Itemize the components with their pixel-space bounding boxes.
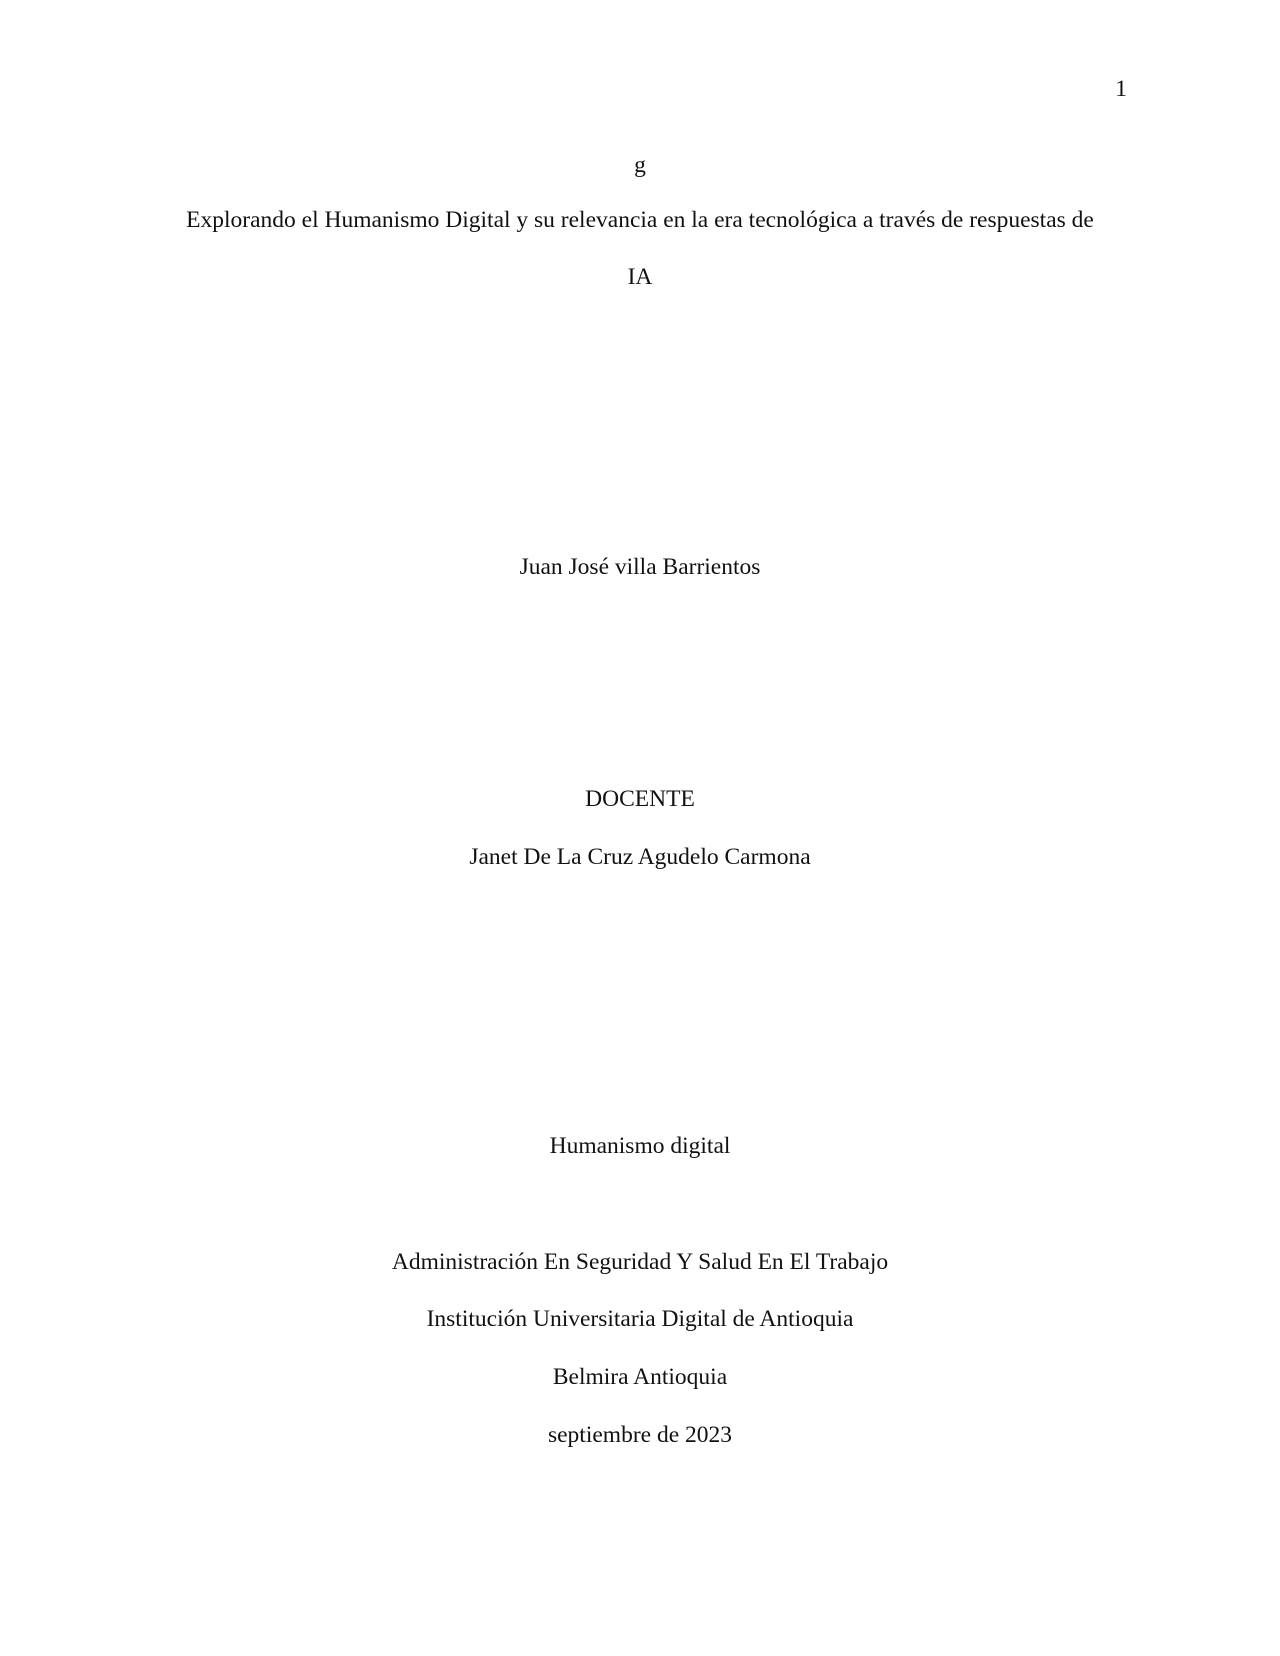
date: septiembre de 2023 [547,1422,733,1448]
title-line-2: IA [627,264,653,290]
author-name: Juan José villa Barrientos [519,554,761,580]
teacher-label: DOCENTE [585,786,695,812]
program-name: Administración En Seguridad Y Salud En El Trabajo [391,1249,889,1275]
teacher-name: Janet De La Cruz Agudelo Carmona [469,844,811,870]
stray-character: g [634,152,646,178]
location: Belmira Antioquia [552,1364,728,1390]
course-name: Humanismo digital [549,1133,731,1159]
page-number: 1 [1115,76,1127,102]
university-name: Institución Universitaria Digital de Antioquia [426,1306,854,1332]
title-line-1: Explorando el Humanismo Digital y su relevancia en la era tecnológica a través de respuestas de [186,207,1094,233]
